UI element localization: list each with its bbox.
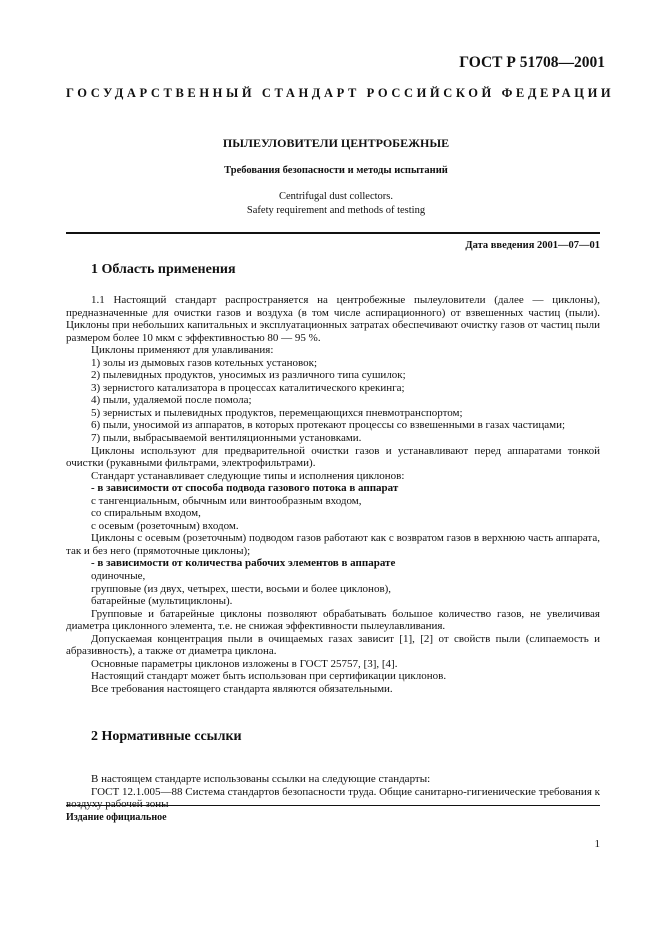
title-block bbox=[66, 136, 606, 218]
introduction-date: Дата введения 2001—07—01 bbox=[465, 240, 600, 251]
footer-divider bbox=[66, 805, 600, 806]
list-item: с осевым (розеточным) входом. bbox=[91, 519, 239, 532]
paragraph-preliminary: Циклоны используют для предварительной очистки газов и устанавливают перед аппаратами тонкой очистки (рукавными фильтрами, электрофильтрами). bbox=[66, 444, 600, 470]
english-title-line-2: Safety requirement and methods of testing bbox=[246, 205, 426, 216]
list-item: 1) золы из дымовых газов котельных установок; bbox=[91, 356, 318, 369]
document-subtitle: Требования безопасности и методы испытаний bbox=[224, 165, 448, 176]
group-1-heading: - в зависимости от способа подвода газового потока в аппарат bbox=[91, 482, 399, 495]
list-item: групповые (из двух, четырех, шести, восьми и более циклонов), bbox=[91, 582, 392, 595]
list-item: со спиральным входом, bbox=[91, 507, 201, 520]
paragraph-types: Стандарт устанавливает следующие типы и исполнения циклонов: bbox=[91, 469, 405, 482]
list-item: 7) пыли, выбрасываемой вентиляционными установками. bbox=[91, 432, 362, 445]
header-divider bbox=[66, 232, 600, 234]
paragraph-concentration: Допускаемая концентрация пыли в очищаемых газах зависит [1], [2] от свойств пыли (слипаемость и абразивность), а также от диаметра циклона. bbox=[66, 632, 600, 658]
document-code: ГОСТ Р 51708—2001 bbox=[459, 54, 605, 71]
list-item: одиночные, bbox=[91, 570, 146, 583]
list-item: 4) пыли, удаляемой после помола; bbox=[91, 394, 252, 407]
english-title-line-1: Centrifugal dust collectors. bbox=[278, 191, 393, 202]
uses-intro: Циклоны применяют для улавливания: bbox=[91, 344, 274, 357]
list-item: батарейные (мультициклоны). bbox=[91, 595, 233, 608]
paragraph-certification: Настоящий стандарт может быть использован при сертификации циклонов. bbox=[91, 670, 447, 683]
paragraph-1-1: 1.1 Настоящий стандарт распространяется на центробежные пылеуловители (далее — циклоны), предназначенные для очистки газов и воздуха (в том числе аспирационного) от взвешенных частиц (пыли). Циклоны при небольших капитальных и эксплуатационных затратах обеспечивают очистку газов от частиц пыли размером более 10 мкм с эффективностью 80 — 95 %. bbox=[66, 294, 600, 344]
section-1-heading: 1 Область применения bbox=[91, 262, 236, 277]
edition-label: Издание официальное bbox=[66, 812, 167, 823]
paragraph-references-intro: В настоящем стандарте использованы ссылки на следующие стандарты: bbox=[91, 773, 431, 785]
list-item: с тангенциальным, обычным или винтообразным входом, bbox=[91, 494, 362, 507]
page-number: 1 bbox=[594, 838, 600, 850]
list-item: 2) пылевидных продуктов, уносимых из различного типа сушилок; bbox=[91, 369, 406, 382]
paragraph-parameters: Основные параметры циклонов изложены в ГОСТ 25757, [3], [4]. bbox=[91, 657, 398, 670]
group-2-heading: - в зависимости от количества рабочих элементов в аппарате bbox=[91, 557, 396, 570]
list-item: 6) пыли, уносимой из аппаратов, в которых протекают процессы со взвешенными в газах частицами; bbox=[91, 419, 566, 432]
paragraph-reference-gost: ГОСТ 12.1.005—88 Система стандартов безопасности труда. Общие санитарно-гигиенические требования к bbox=[91, 785, 600, 798]
section-2-heading: 2 Нормативные ссылки bbox=[91, 729, 242, 744]
paragraph-axial: Циклоны с осевым (розеточным) подводом газов работают как с возвратом газов в верхнюю часть аппарата, так и без него (прямоточные циклоны); bbox=[66, 532, 600, 557]
list-item: 3) зернистого катализатора в процессах каталитического крекинга; bbox=[91, 381, 405, 394]
paragraph-group: Групповые и батарейные циклоны позволяют обрабатывать большое количество газов, не увеличивая диаметра циклонного элемента, т.е. не снижая эффективности пылеулавливания. bbox=[66, 607, 600, 633]
state-standard-title: ГОСУДАРСТВЕННЫЙ СТАНДАРТ РОССИЙСКОЙ ФЕДЕРАЦИИ bbox=[66, 86, 615, 100]
list-item: 5) зернистых и пылевидных продуктов, перемещающихся пневмотранспортом; bbox=[91, 406, 463, 419]
paragraph-requirements: Все требования настоящего стандарта являются обязательными. bbox=[91, 682, 393, 695]
document-title: ПЫЛЕУЛОВИТЕЛИ ЦЕНТРОБЕЖНЫЕ bbox=[222, 136, 450, 150]
english-title bbox=[66, 190, 606, 218]
section-1-body bbox=[66, 294, 600, 696]
